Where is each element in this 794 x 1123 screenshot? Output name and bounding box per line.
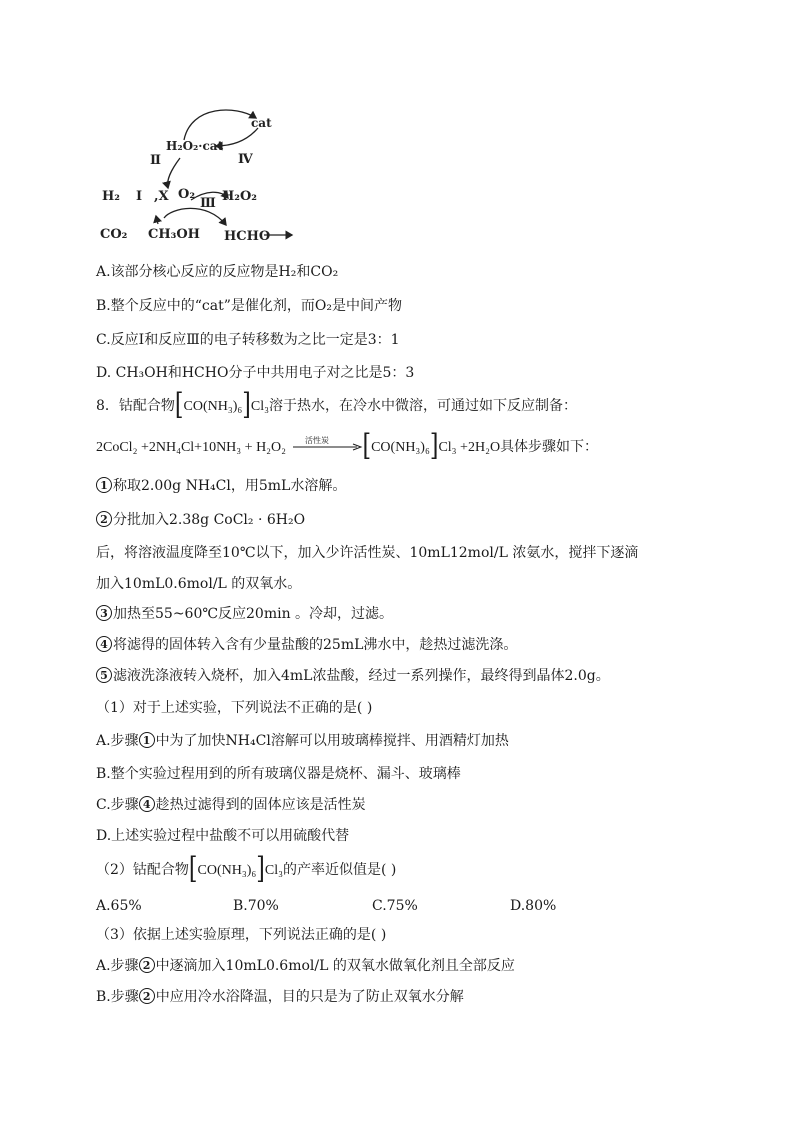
q8-intro-suffix: 溶于热水，在冷水中微溶，可通过如下反应制备： xyxy=(268,398,577,414)
part-2-option-d: D.80% xyxy=(510,898,557,914)
part-3-option-a xyxy=(96,956,515,976)
step-4 xyxy=(96,635,517,655)
label-roman-2: Ⅱ xyxy=(150,153,161,168)
label-co2: CO₂ xyxy=(100,227,128,242)
part-2-prefix: （2）钴配合物 xyxy=(96,862,189,878)
part-3-option-b xyxy=(96,987,464,1007)
step-2 xyxy=(96,510,305,530)
part-1-option-a-prefix: A.步骤 xyxy=(96,733,139,749)
equation-condition: 活性炭 xyxy=(304,436,329,445)
part-1-option-c xyxy=(96,795,366,815)
bracket-right: ] xyxy=(242,388,251,423)
arrow-i xyxy=(156,216,158,224)
label-ch3oh: CH₃OH xyxy=(148,227,200,242)
step-1-text: 称取2.00g NH₄Cl，用5mL水溶解。 xyxy=(113,478,347,494)
label-hcho: HCHO xyxy=(224,229,271,244)
step-2-continued: 后，将溶液温度降至10℃以下，加入少许活性炭、10mL12mol/L 浓氨水，搅拌下逐滴 xyxy=(96,545,639,561)
label-h2o2-cat: H₂O₂·cat xyxy=(166,139,224,153)
part-1-option-a xyxy=(96,731,509,751)
part-3-option-a-step: 2 xyxy=(139,957,155,973)
part-3-option-b-text: 中应用冷水浴降温，目的只是为了防止双氧水分解 xyxy=(155,989,464,1005)
step-2-continued-2: 加入10mL0.6mol/L 的双氧水。 xyxy=(96,576,302,592)
part-2-option-c: C.75% xyxy=(372,898,418,914)
arrow-to-cat xyxy=(184,110,256,140)
step-3-text: 加热至55~60℃反应20min 。冷却，过滤。 xyxy=(113,606,394,622)
q8-intro xyxy=(96,388,577,423)
bracket-right-p2: ] xyxy=(256,852,265,887)
label-x: ,X xyxy=(154,189,169,204)
part-2-question xyxy=(96,852,397,887)
arrow-iii-down xyxy=(164,208,226,225)
part-2-option-a: A.65% xyxy=(96,898,142,914)
step-4-text: 将滤得的固体转入含有少量盐酸的25mL沸水中，趁热过滤洗涤。 xyxy=(113,637,518,653)
part-2-option-b: B.70% xyxy=(233,898,279,914)
step-2-text: 分批加入2.38g CoCl₂ · 6H₂O xyxy=(113,512,306,528)
reaction-cycle-diagram xyxy=(96,100,306,250)
label-roman-1: Ⅰ xyxy=(136,189,143,204)
step-3-number: 3 xyxy=(96,605,112,621)
q8-intro-prefix: 8．钴配合物 xyxy=(96,398,175,414)
bracket-right-eq: ] xyxy=(429,429,439,464)
step-5 xyxy=(96,666,610,686)
arrow-ii xyxy=(168,158,180,188)
bracket-left-eq: [ xyxy=(362,429,372,464)
q8-cl3: Cl₃ xyxy=(250,399,269,414)
part-3-option-a-prefix: A.步骤 xyxy=(96,958,139,974)
q7-option-d: D. CH₃OH和HCHO分子中共用电子对之比是5：3 xyxy=(96,365,415,381)
step-4-number: 4 xyxy=(96,636,112,652)
equation-reactants: 2CoCl₂ +2NH₄Cl+10NH₃ + H₂O₂ xyxy=(96,440,287,455)
step-5-text: 滤液洗涤液转入烧杯，加入4mL浓盐酸，经过一系列操作，最终得到晶体2.0g。 xyxy=(113,668,610,684)
equation-arrow xyxy=(291,435,363,455)
step-1-number: 1 xyxy=(96,477,112,493)
part-1-option-c-text: 趁热过滤得到的固体应该是活性炭 xyxy=(155,797,366,813)
part-3-option-b-prefix: B.步骤 xyxy=(96,989,139,1005)
part-1-option-a-text: 中为了加快NH₄Cl溶解可以用玻璃棒搅拌、用酒精灯加热 xyxy=(155,733,509,749)
bracket-left: [ xyxy=(174,388,184,423)
label-cat: cat xyxy=(251,116,272,130)
label-h2o2: H₂O₂ xyxy=(222,189,257,204)
q8-equation xyxy=(96,429,599,464)
label-roman-3: Ⅲ xyxy=(200,196,216,211)
bracket-left-p2: [ xyxy=(188,852,198,887)
part-3-question: （3）依据上述实验原理，下列说法正确的是( ) xyxy=(96,927,387,943)
q7-option-c: C.反应Ⅰ和反应Ⅲ的电子转移数为之比一定是3：1 xyxy=(96,332,400,348)
part-2-suffix: 的产率近似值是( ) xyxy=(282,862,397,878)
part-1-question: （1）对于上述实验，下列说法不正确的是( ) xyxy=(96,700,373,716)
q7-option-b: B.整个反应中的“cat”是催化剂，而O₂是中间产物 xyxy=(96,298,402,314)
step-3 xyxy=(96,604,393,624)
part-1-option-c-prefix: C.步骤 xyxy=(96,797,139,813)
step-2-number: 2 xyxy=(96,511,112,527)
part-3-option-a-text: 中逐滴加入10mL0.6mol/L 的双氧水做氧化剂且全部反应 xyxy=(155,958,515,974)
label-roman-4: Ⅳ xyxy=(238,152,253,167)
part-1-option-b: B.整个实验过程用到的所有玻璃仪器是烧杯、漏斗、玻璃棒 xyxy=(96,766,461,782)
equation-tail: 具体步骤如下： xyxy=(500,439,599,455)
label-h2: H₂ xyxy=(102,189,120,204)
q8-complex-formula: CO(NH₃)₆ xyxy=(183,399,243,414)
equation-products: Cl₃ +2H₂O xyxy=(438,440,501,455)
part-1-option-c-step: 4 xyxy=(139,796,155,812)
reaction-arrow-icon xyxy=(291,435,363,455)
q7-option-a: A.该部分核心反应的反应物是H₂和CO₂ xyxy=(96,264,339,280)
part-3-option-b-step: 2 xyxy=(139,988,155,1004)
part-1-option-d: D.上述实验过程中盐酸不可以用硫酸代替 xyxy=(96,828,350,844)
equation-complex: CO(NH₃)₆ xyxy=(371,440,430,455)
part-1-option-a-step: 1 xyxy=(139,732,155,748)
part-2-cl3: Cl₃ xyxy=(264,863,283,878)
step-1 xyxy=(96,476,346,496)
label-o2: O₂ xyxy=(178,187,196,202)
step-5-number: 5 xyxy=(96,667,112,683)
reaction-cycle-svg xyxy=(96,100,306,250)
part-2-complex: CO(NH₃)₆ xyxy=(197,863,257,878)
